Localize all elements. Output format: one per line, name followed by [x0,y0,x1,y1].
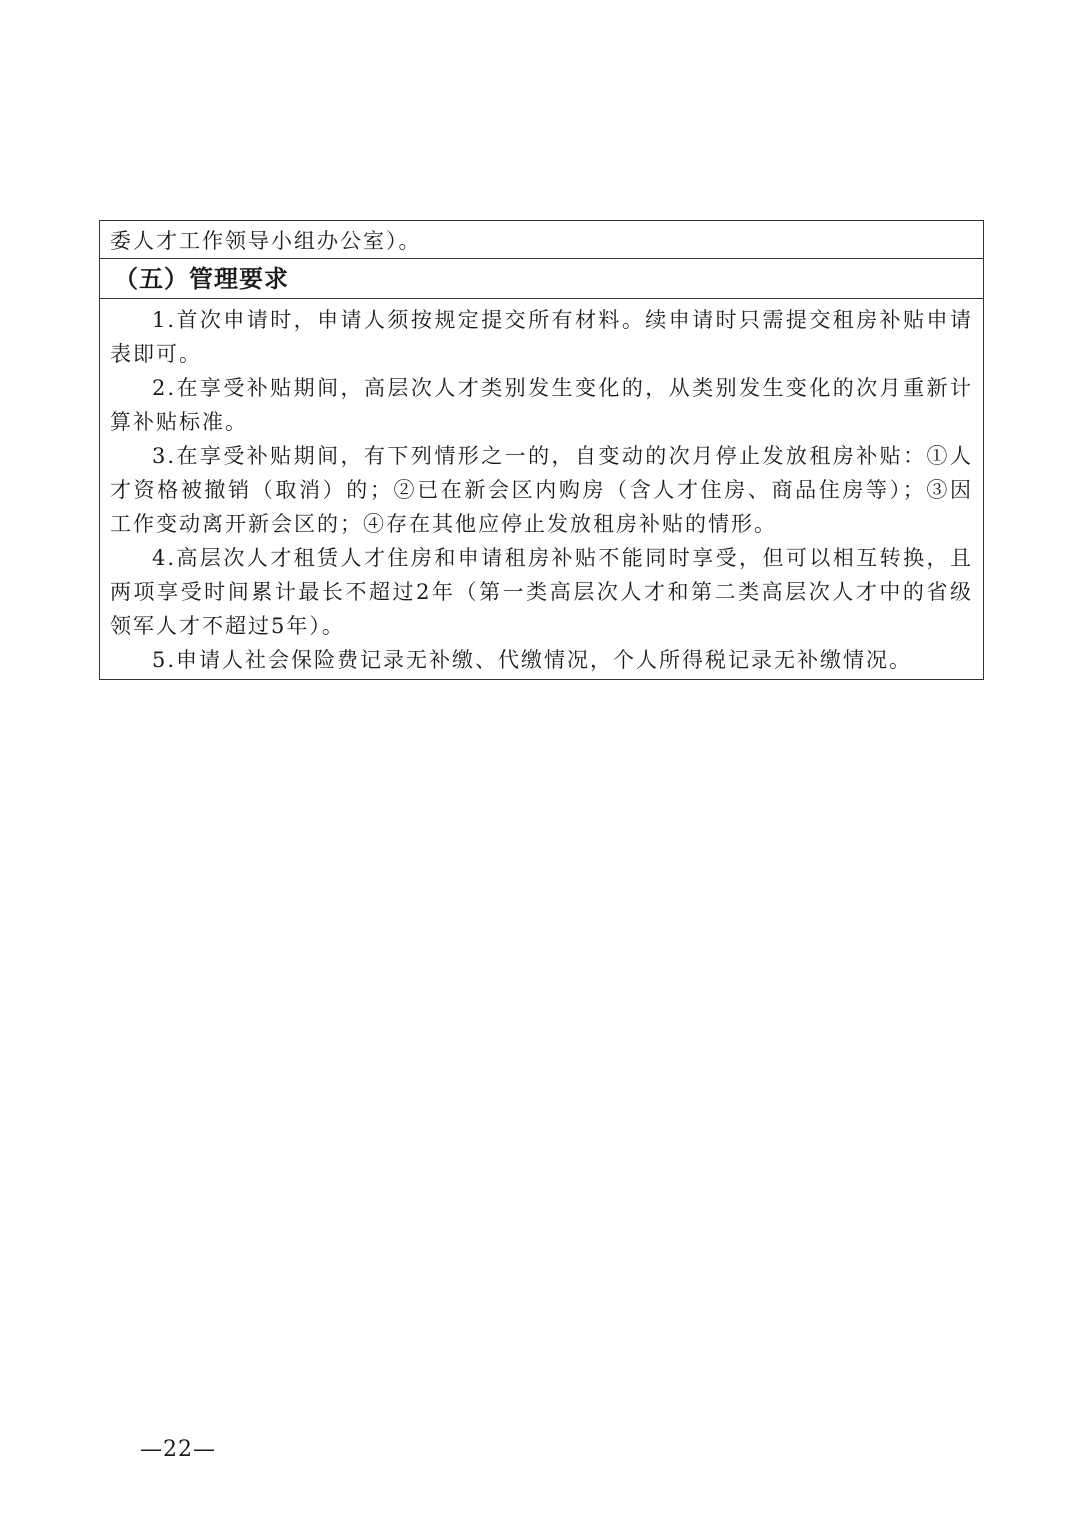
page-number: —22— [140,1437,216,1462]
section-heading-row [100,259,983,299]
requirement-item-3: 3.在享受补贴期间，有下列情形之一的，自变动的次月停止发放租房补贴：①人才资格被撤销（取消）的；②已在新会区内购房（含人才住房、商品住房等）；③因工作变动离开新会区的；④存在其他应停止发放租房补贴的情形。 [110,444,973,536]
continuation-text: 委人才工作领导小组办公室）。 [110,229,422,253]
section-heading: （五）管理要求 [114,265,289,293]
requirements-body [100,299,983,679]
requirement-item-2: 2.在享受补贴期间，高层次人才类别发生变化的，从类别发生变化的次月重新计算补贴标准。 [110,376,973,434]
requirement-item-5: 5.申请人社会保险费记录无补缴、代缴情况，个人所得税记录无补缴情况。 [152,648,913,672]
requirement-item-4: 4.高层次人才租赁人才住房和申请租房补贴不能同时享受，但可以相互转换，且两项享受时间累计最长不超过2年（第一类高层次人才和第二类高层次人才中的省级领军人才不超过5年）。 [110,546,973,638]
continuation-row [100,221,983,259]
requirements-table [99,220,984,680]
requirement-item-1: 1.首次申请时，申请人须按规定提交所有材料。续申请时只需提交租房补贴申请表即可。 [110,308,973,366]
